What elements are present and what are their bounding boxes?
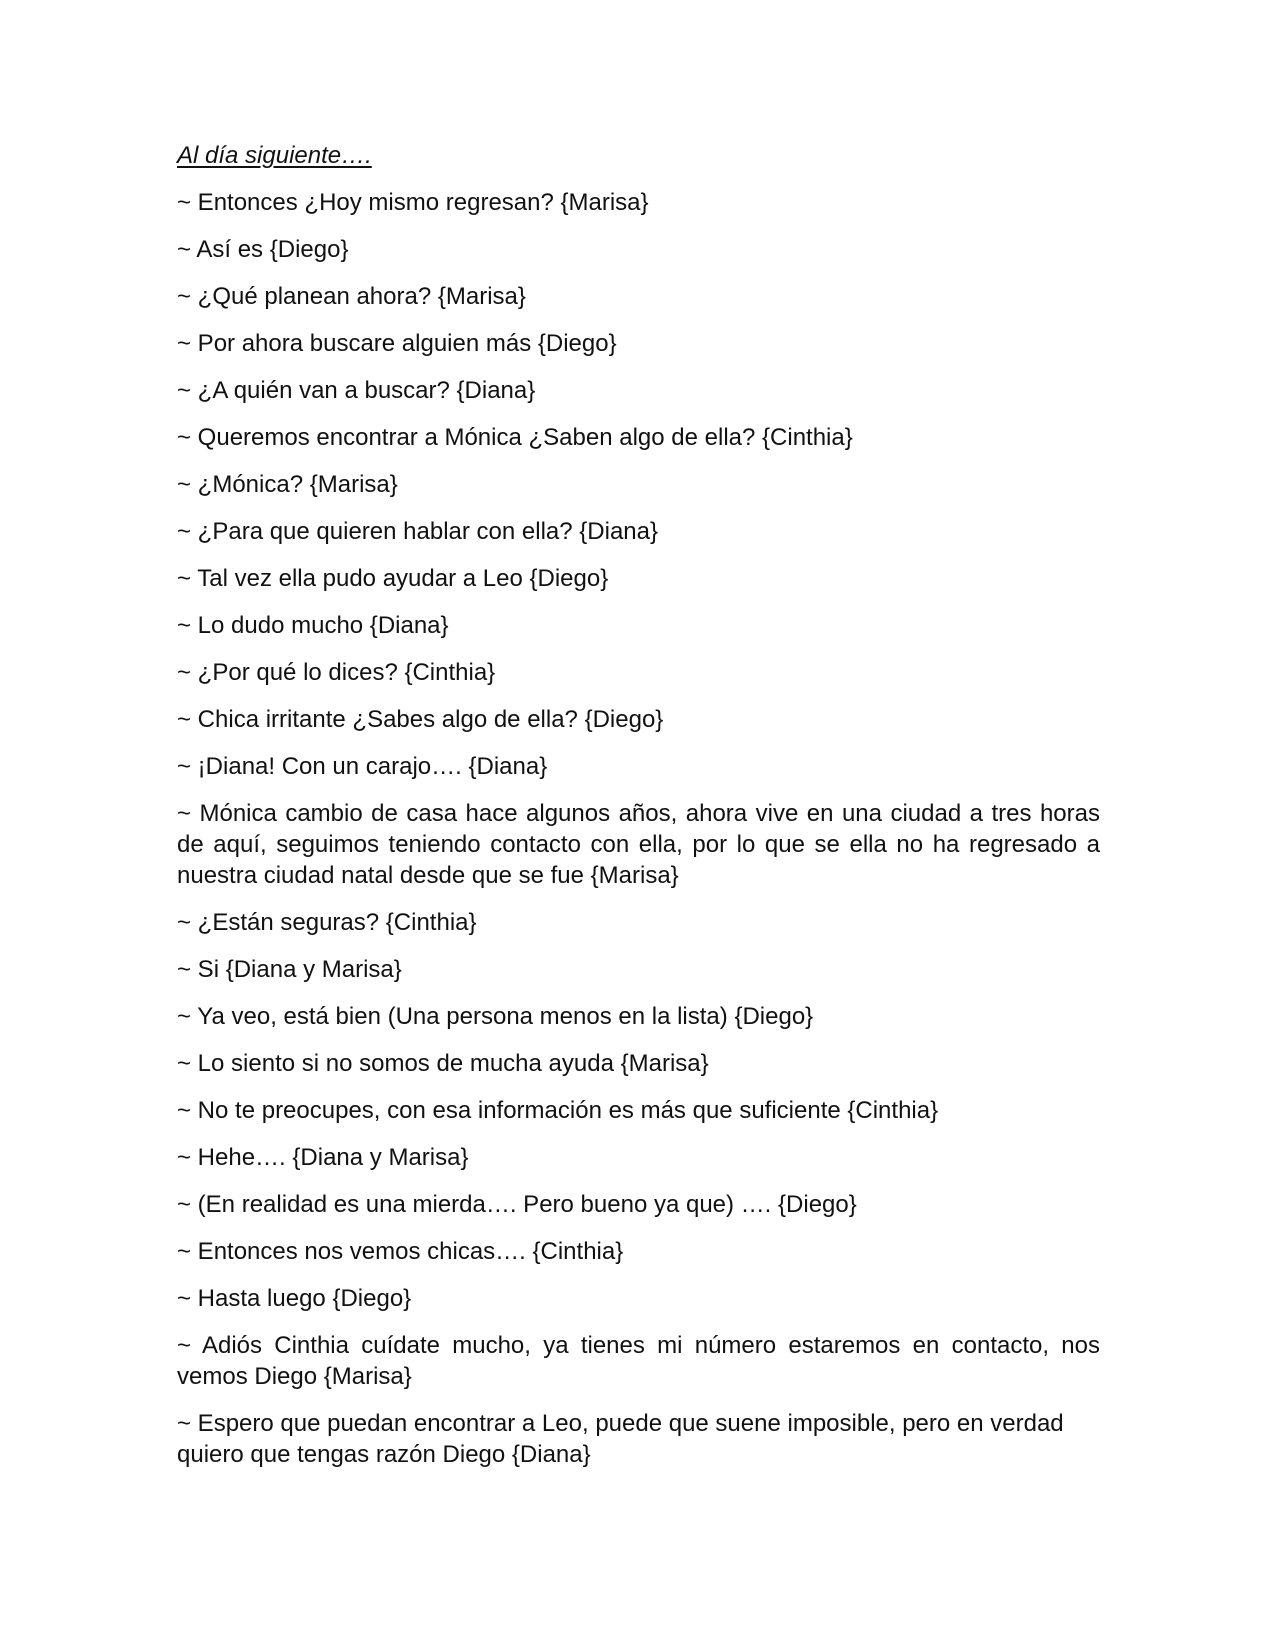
dialogue-line: ~ Lo dudo mucho {Diana} <box>177 612 449 639</box>
dialogue-line: ~ ¿A quién van a buscar? {Diana} <box>177 377 536 404</box>
dialogue-line: ~ Chica irritante ¿Sabes algo de ella? {Diego} <box>177 706 664 733</box>
dialogue-line: ~ Así es {Diego} <box>177 236 349 263</box>
dialogue-line: ~ ¿Qué planean ahora? {Marisa} <box>177 283 526 310</box>
dialogue-paragraph: ~ Adiós Cinthia cuídate mucho, ya tienes mi número estaremos en contacto, nos vemos Diego {Marisa} <box>177 1332 1100 1390</box>
dialogue-line: ~ Queremos encontrar a Mónica ¿Saben algo de ella? {Cinthia} <box>177 424 853 451</box>
dialogue-line: ~ ¿Mónica? {Marisa} <box>177 471 398 498</box>
dialogue-line: ~ Si {Diana y Marisa} <box>177 956 402 983</box>
document-page <box>177 140 1100 1486</box>
dialogue-line: ~ ¿Para que quieren hablar con ella? {Diana} <box>177 518 659 545</box>
dialogue-line: ~ ¡Diana! Con un carajo…. {Diana} <box>177 753 548 780</box>
section-heading: Al día siguiente…. <box>177 142 372 169</box>
dialogue-line: ~ (En realidad es una mierda…. Pero bueno ya que) …. {Diego} <box>177 1191 857 1218</box>
dialogue-line: ~ Hasta luego {Diego} <box>177 1285 412 1312</box>
dialogue-line: ~ No te preocupes, con esa información es más que suficiente {Cinthia} <box>177 1097 939 1124</box>
dialogue-line: ~ ¿Están seguras? {Cinthia} <box>177 909 477 936</box>
dialogue-paragraph: ~ Mónica cambio de casa hace algunos años, ahora vive en una ciudad a tres horas de aquí, seguimos teniendo contacto con ella, por lo que se ella no ha regresado a nuestra ciudad natal desde que se fue {Marisa} <box>177 800 1100 889</box>
dialogue-line: ~ ¿Por qué lo dices? {Cinthia} <box>177 659 496 686</box>
dialogue-line: ~ Por ahora buscare alguien más {Diego} <box>177 330 617 357</box>
dialogue-line: ~ Lo siento si no somos de mucha ayuda {Marisa} <box>177 1050 709 1077</box>
dialogue-line: ~ Entonces nos vemos chicas…. {Cinthia} <box>177 1238 624 1265</box>
dialogue-line: ~ Tal vez ella pudo ayudar a Leo {Diego} <box>177 565 609 592</box>
dialogue-line: ~ Hehe…. {Diana y Marisa} <box>177 1144 469 1171</box>
dialogue-line: ~ Entonces ¿Hoy mismo regresan? {Marisa} <box>177 189 649 216</box>
dialogue-paragraph: ~ Espero que puedan encontrar a Leo, puede que suene imposible, pero en verdad quiero que tengas razón Diego {Diana} <box>177 1410 1064 1468</box>
dialogue-line: ~ Ya veo, está bien (Una persona menos en la lista) {Diego} <box>177 1003 814 1030</box>
